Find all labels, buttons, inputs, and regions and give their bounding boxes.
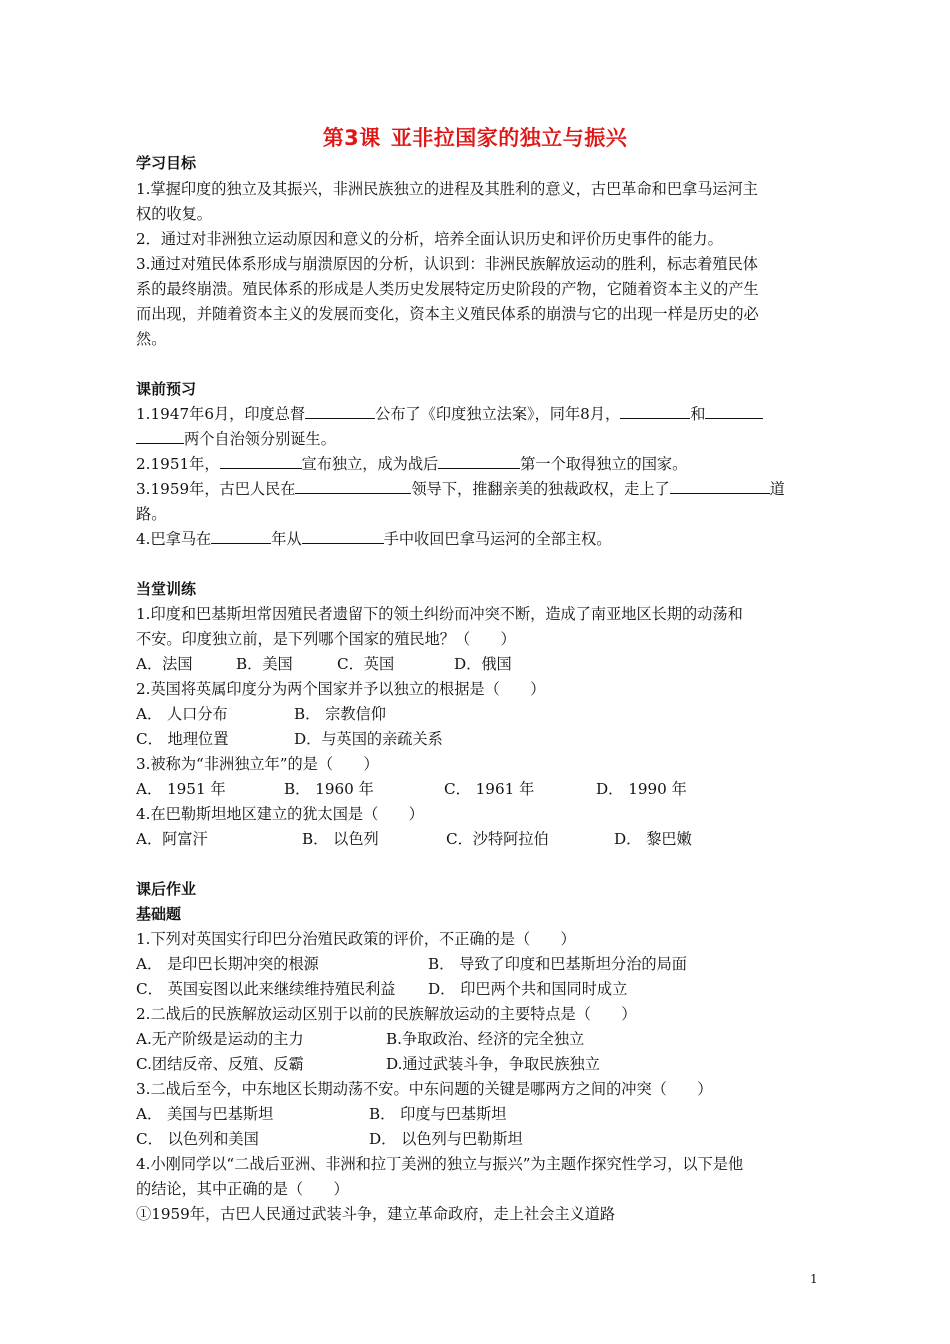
option-d[interactable]: D． 黎巴嫩 — [614, 830, 692, 848]
option-b[interactable]: B． 以色列 — [302, 830, 379, 848]
goal-1-line-1: 1.掌握印度的独立及其振兴，非洲民族独立的进程及其胜利的意义，古巴革命和巴拿马运河主 — [136, 180, 758, 198]
goal-3-line-1: 3.通过对殖民体系形成与崩溃原因的分析，认识到：非洲民族解放运动的胜利，标志着殖民体 — [136, 255, 758, 273]
option-a[interactable]: A． 美国与巴基斯坦 — [136, 1105, 274, 1123]
option-b[interactable]: B.争取政治、经济的完全独立 — [386, 1030, 585, 1048]
option-c[interactable]: C． 1961 年 — [444, 780, 535, 798]
page-title: 第3课 亚非拉国家的独立与振兴 — [322, 126, 628, 150]
homework-q2-options-row-1 — [136, 1029, 584, 1049]
option-a[interactable]: A． 人口分布 — [136, 705, 228, 723]
classwork-q4-options — [136, 829, 692, 849]
classwork-q1-line-1: 1.印度和巴基斯坦常因殖民者遗留下的领土纠纷而冲突不断，造成了南亚地区长期的动荡和 — [136, 605, 743, 623]
preview-q2: 2.1951年， 宣布独立，成为战后 第一个取得独立的国家。 — [136, 455, 688, 473]
option-b[interactable]: B． 印度与巴基斯坦 — [369, 1105, 507, 1123]
option-d[interactable]: D． 印巴两个共和国同时成立 — [428, 980, 628, 998]
fill-blank[interactable] — [136, 429, 184, 444]
section-heading-preview: 课前预习 — [136, 380, 197, 398]
goal-3-line-4: 然。 — [136, 330, 167, 348]
option-d[interactable]: D.通过武装斗争，争取民族独立 — [386, 1055, 600, 1073]
classwork-q2-options-row-2 — [136, 729, 443, 749]
preview-q1-line-1: 1.1947年6月，印度总督 公布了《印度独立法案》，同年8月， 和 — [136, 404, 763, 424]
classwork-q2-options-row-1 — [136, 704, 386, 724]
homework-q4-line-2: 的结论，其中正确的是（ ） — [136, 1180, 349, 1198]
option-a[interactable]: A．法国 — [136, 655, 193, 673]
classwork-q2: 2.英国将英属印度分为两个国家并予以独立的根据是（ ） — [136, 680, 546, 698]
fill-blank[interactable] — [620, 404, 690, 419]
fill-blank[interactable] — [670, 479, 770, 494]
option-a[interactable]: A． 1951 年 — [136, 780, 226, 798]
section-heading-homework: 课后作业 — [136, 880, 197, 898]
fill-blank[interactable] — [438, 454, 520, 469]
option-a[interactable]: A.无产阶级是运动的主力 — [136, 1030, 304, 1048]
option-b[interactable]: B．美国 — [236, 655, 293, 673]
option-d[interactable]: D．俄国 — [454, 655, 512, 673]
homework-q3-options-row-1 — [136, 1104, 507, 1124]
section-heading-goals: 学习目标 — [136, 154, 197, 172]
homework-q4-line-1: 4.小刚同学以“二战后亚洲、非洲和拉丁美洲的独立与振兴”为主题作探究性学习，以下是他 — [136, 1155, 744, 1173]
option-d[interactable]: D． 以色列与巴勒斯坦 — [369, 1130, 523, 1148]
preview-q3-line-1: 3.1959年，古巴人民在 领导下，推翻亲美的独裁政权，走上了 道 — [136, 480, 785, 498]
classwork-q3-options — [136, 779, 687, 799]
homework-q1: 1.下列对英国实行印巴分治殖民政策的评价，不正确的是（ ） — [136, 930, 576, 948]
homework-q1-options-row-1 — [136, 954, 687, 974]
homework-q2-options-row-2 — [136, 1054, 600, 1074]
option-d[interactable]: D． 1990 年 — [596, 780, 687, 798]
option-d[interactable]: D．与英国的亲疏关系 — [294, 730, 443, 748]
option-c[interactable]: C． 以色列和美国 — [136, 1130, 259, 1148]
option-c[interactable]: C． 地理位置 — [136, 730, 229, 748]
option-c[interactable]: C． 英国妄图以此来继续维持殖民利益 — [136, 980, 396, 998]
subheading-basic: 基础题 — [136, 905, 182, 923]
classwork-q3: 3.被称为“非洲独立年”的是（ ） — [136, 755, 379, 773]
option-b[interactable]: B． 宗教信仰 — [294, 705, 386, 723]
option-a[interactable]: A．阿富汗 — [136, 830, 208, 848]
homework-q1-options-row-2 — [136, 979, 627, 999]
homework-q2: 2.二战后的民族解放运动区别于以前的民族解放运动的主要特点是（ ） — [136, 1005, 637, 1023]
fill-blank[interactable] — [705, 404, 763, 419]
fill-blank[interactable] — [305, 404, 375, 419]
fill-blank[interactable] — [302, 529, 384, 544]
fill-blank[interactable] — [211, 529, 271, 544]
classwork-q4: 4.在巴勒斯坦地区建立的犹太国是（ ） — [136, 805, 424, 823]
option-c[interactable]: C．英国 — [337, 655, 395, 673]
page-number: 1 — [810, 1272, 818, 1286]
homework-q4-statement-1: ①1959年，古巴人民通过武装斗争，建立革命政府，走上社会主义道路 — [136, 1205, 616, 1223]
fill-blank[interactable] — [220, 454, 302, 469]
classwork-q1-options — [136, 654, 512, 674]
option-a[interactable]: A． 是印巴长期冲突的根源 — [136, 955, 319, 973]
option-b[interactable]: B． 1960 年 — [284, 780, 374, 798]
goal-3-line-3: 而出现，并随着资本主义的发展而变化，资本主义殖民体系的崩溃与它的出现一样是历史的必 — [136, 305, 759, 323]
option-b[interactable]: B． 导致了印度和巴基斯坦分治的局面 — [428, 955, 687, 973]
preview-q4: 4.巴拿马在 年从 手中收回巴拿马运河的全部主权。 — [136, 530, 612, 548]
homework-q3: 3.二战后至今，中东地区长期动荡不安。中东问题的关键是哪两方之间的冲突（ ） — [136, 1080, 713, 1098]
goal-3-line-2: 系的最终崩溃。殖民体系的形成是人类历史发展特定历史阶段的产物，它随着资本主义的产生 — [136, 280, 759, 298]
fill-blank[interactable] — [295, 479, 411, 494]
classwork-q1-line-2: 不安。印度独立前，是下列哪个国家的殖民地？（ ） — [136, 630, 516, 648]
preview-q1-line-2: 两个自治领分别诞生。 — [136, 429, 336, 449]
option-c[interactable]: C.团结反帝、反殖、反霸 — [136, 1055, 304, 1073]
option-c[interactable]: C．沙特阿拉伯 — [446, 830, 549, 848]
section-heading-classwork: 当堂训练 — [136, 580, 197, 598]
homework-q3-options-row-2 — [136, 1129, 523, 1149]
preview-q3-line-2: 路。 — [136, 505, 167, 523]
goal-2: 2．通过对非洲独立运动原因和意义的分析，培养全面认识历史和评价历史事件的能力。 — [136, 230, 723, 248]
goal-1-line-2: 权的收复。 — [136, 205, 212, 223]
